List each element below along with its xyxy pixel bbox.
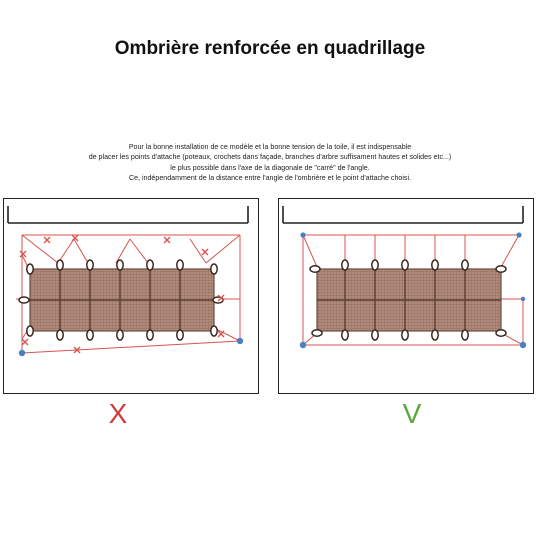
correct-mark: V — [402, 398, 422, 429]
instruction-line: le plus possible dans l'axe de la diagonale de "carré" de l'angle. — [170, 163, 370, 172]
instruction-line: Pour la bonne installation de ce modèle et la bonne tension de la toile, il est indispensable — [128, 143, 412, 151]
wrong-installation-drawing — [4, 199, 260, 395]
facade-wall — [8, 206, 248, 223]
wrong-installation-diagram — [3, 198, 259, 394]
facade-wall — [283, 206, 523, 223]
wrong-mark: X — [108, 398, 128, 429]
correct-installation-diagram — [278, 198, 534, 394]
installation-instructions — [20, 142, 520, 183]
correct-installation-drawing — [279, 199, 535, 395]
page-title: Ombrière renforcée en quadrillage — [114, 38, 426, 59]
instruction-line: Ce, indépendamment de la distance entre l'angle de l'ombrière et le point d'attache choisi. — [128, 173, 412, 182]
instruction-line: de placer les points d'attache (poteaux, crochets dans façade, branches d'arbre suffisament hautes et solides etc...) — [88, 153, 452, 162]
